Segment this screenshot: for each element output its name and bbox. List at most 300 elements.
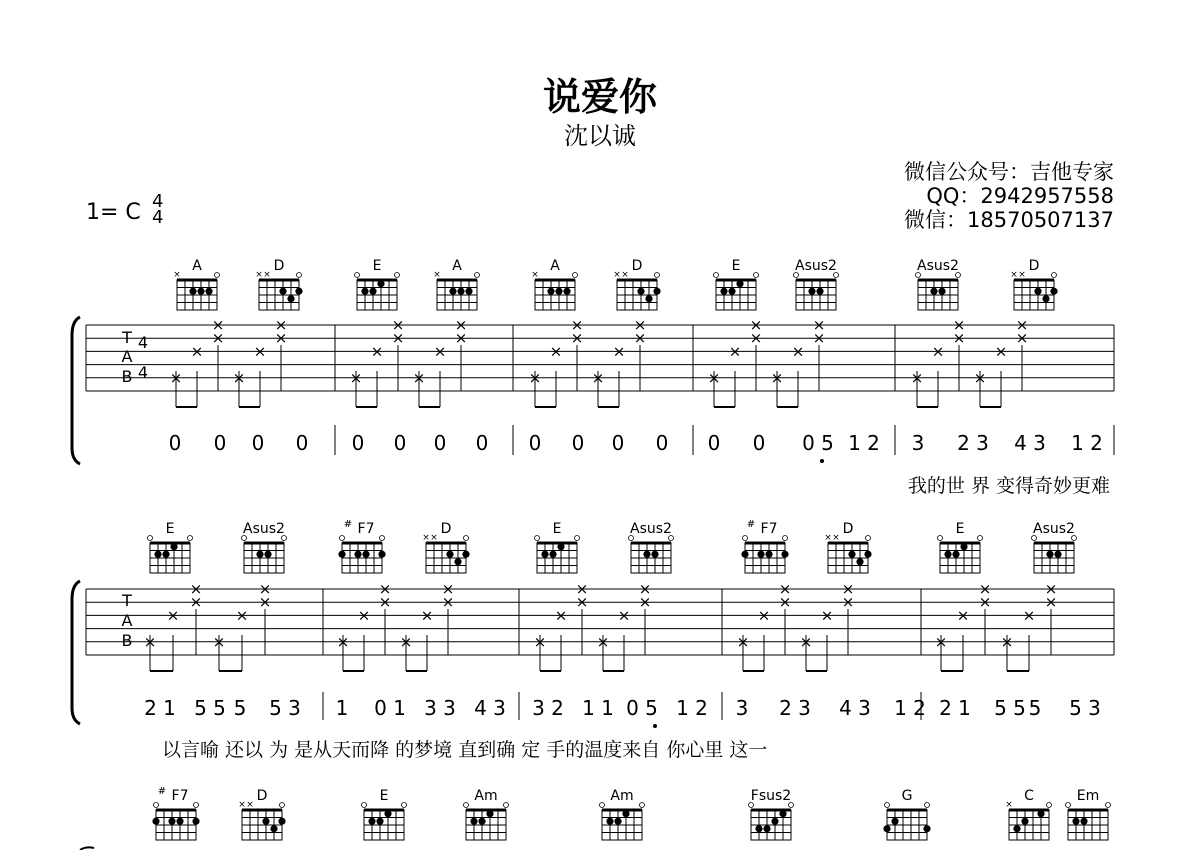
finger-dot [278,818,285,825]
jianpu-note: 4 3 [474,696,506,720]
string-hit: × [235,606,249,625]
jianpu-note: 3 3 [424,696,456,720]
chord-diagram-d [238,788,285,840]
string-hit: × [591,368,605,387]
string-hit: × [934,632,948,651]
string-hit: × [952,316,966,334]
chord-name: E [372,258,382,274]
tab-letter-b: B [121,367,133,386]
chord-diagram-c [1005,788,1051,840]
finger-dot [189,288,196,295]
time-signature-top: 4 [152,191,164,212]
finger-dot [384,810,391,817]
chord-name: C [1024,788,1034,804]
finger-dot [779,810,786,817]
jianpu-note: 0 [251,431,265,455]
string-hit: × [791,342,805,361]
chord-diagram-asus2 [242,521,287,573]
chord-diagram-sharp-f7 [152,786,199,840]
finger-dot [486,810,493,817]
chord-name: Fsus2 [750,788,792,804]
finger-dot [264,551,271,558]
open-string-mark [194,803,199,808]
jianpu-note: 0 [528,431,542,455]
chord-name: A [452,258,462,274]
jianpu-note: 3 [911,431,925,455]
open-string-mark [395,273,400,278]
chord-name: E [379,788,389,804]
chord-name: F7 [760,521,778,537]
string-hit: × [211,329,225,348]
jianpu-note: 0 [393,431,407,455]
finger-dot [547,288,554,295]
chord-name: E [955,521,965,537]
info-wechat-account: 微信公众号：吉他专家 [904,160,1114,184]
string-hit: × [420,606,434,625]
string-hit: × [378,593,392,612]
finger-dot [864,551,871,558]
string-hit: × [166,606,180,625]
chord-name: D [440,521,452,537]
finger-dot [622,810,629,817]
jianpu-note: 3 [735,696,749,720]
finger-dot [938,288,945,295]
finger-dot [645,295,652,302]
finger-dot [952,551,959,558]
jianpu-note: 0 [611,431,625,455]
string-hit: × [575,593,589,612]
string-hit: × [528,368,542,387]
finger-dot [470,818,477,825]
open-string-mark [783,536,788,541]
chord-name: D [631,258,643,274]
low-octave-dot [820,459,824,463]
jianpu-note: 0 [295,431,309,455]
finger-dot [720,288,727,295]
lyrics-row-1: 我的世 界 变得奇妙更难 [907,475,1110,497]
song-title: 说爱你 [542,75,657,119]
chord-diagram-d [824,521,871,573]
finger-dot [781,551,788,558]
finger-dot [1046,551,1053,558]
string-hit: × [633,329,647,348]
muted-string-mark: × [824,533,832,543]
string-hit: × [812,316,826,334]
lyrics-row-2: 以言喻 还以 为 是从天而降 的梦境 直到确 定 手的温度来自 你心里 这一 [162,739,768,761]
finger-dot [287,295,294,302]
jianpu-note: 1 2 [1071,431,1103,455]
string-hit: × [1044,593,1058,612]
string-hit: × [189,593,203,612]
chord-name: A [550,258,560,274]
chord-diagram-e [362,788,407,840]
string-hit: × [258,593,272,612]
chord-diagram-a [173,258,219,310]
time-signature-bottom: 4 [152,207,164,228]
string-hit: × [633,316,647,334]
jianpu-note: 0 1 [374,696,406,720]
chord-diagram-d [255,258,302,310]
finger-dot [848,551,855,558]
finger-dot [270,825,277,832]
string-hit: × [820,606,834,625]
muted-string-mark: × [621,270,629,280]
jianpu-note: 4 3 [1014,431,1046,455]
chord-diagram-asus2 [916,258,961,310]
open-string-mark [297,273,302,278]
open-string-mark [475,273,480,278]
finger-dot [555,288,562,295]
string-hit: × [190,342,204,361]
string-hit: × [349,368,363,387]
tab-letter-t: T [122,591,132,610]
finger-dot [1080,818,1087,825]
open-string-mark [573,273,578,278]
jianpu-note: 0 [752,431,766,455]
string-hit: × [617,606,631,625]
jianpu-note: 0 [707,431,721,455]
finger-dot [454,558,461,565]
muted-string-mark: × [255,270,263,280]
finger-dot [205,288,212,295]
string-hit: × [253,342,267,361]
string-hit: × [554,606,568,625]
finger-dot [162,551,169,558]
muted-string-mark: × [1005,800,1013,810]
jianpu-note: 0 5 [626,696,658,720]
jianpu-note: 5 5 [994,696,1026,720]
info-qq: QQ：2942957558 [926,184,1114,208]
jianpu-note: 1 [335,696,349,720]
muted-string-mark: × [173,270,181,280]
chord-name: Em [1076,788,1100,804]
tab-time-top: 4 [137,333,149,352]
string-hit: × [910,368,924,387]
measure-strum [337,580,455,671]
finger-dot [643,551,650,558]
chord-diagram-sharp-f7 [741,519,788,573]
open-string-mark [402,803,407,808]
finger-dot [256,551,263,558]
finger-dot [449,288,456,295]
finger-dot [856,558,863,565]
string-hit: × [728,342,742,361]
string-hit: × [412,368,426,387]
string-hit: × [169,368,183,387]
string-hit: × [778,580,792,598]
finger-dot [1050,288,1057,295]
jianpu-note: 0 [433,431,447,455]
string-hit: × [973,368,987,387]
finger-dot [168,818,175,825]
sharp-sign: # [157,786,167,797]
string-hit: × [978,593,992,612]
string-hit: × [433,342,447,361]
string-hit: × [441,580,455,598]
chord-name: Asus2 [243,521,285,537]
string-hit: × [391,329,405,348]
finger-dot [923,825,930,832]
string-hit: × [189,580,203,598]
muted-string-mark: × [238,800,246,810]
open-string-mark [154,803,159,808]
finger-dot [1054,551,1061,558]
string-hit: × [549,342,563,361]
chord-name: D [273,258,285,274]
finger-dot [295,288,302,295]
finger-dot [176,818,183,825]
finger-dot [653,288,660,295]
open-string-mark [280,803,285,808]
measure-strum [708,316,826,407]
measure-strum [911,316,1029,407]
chord-diagram-g [883,788,930,840]
string-hit: × [778,593,792,612]
finger-dot [741,551,748,558]
finger-dot [197,288,204,295]
string-hit: × [357,606,371,625]
open-string-mark [640,803,645,808]
string-hit: × [952,329,966,348]
string-hit: × [799,632,813,651]
low-octave-dot [653,724,657,728]
finger-dot [541,551,548,558]
jianpu-note: 2 1 [939,696,971,720]
string-hit: × [378,580,392,598]
open-string-mark [188,536,193,541]
jianpu-note: 5 3 [1069,696,1101,720]
measure-strum [350,316,468,407]
jianpu-note: 0 [213,431,227,455]
measure-strum [170,316,288,407]
jianpu-note: 4 3 [839,696,871,720]
jianpu-note: 0 [655,431,669,455]
chord-diagram-e [714,258,759,310]
string-hit: × [931,342,945,361]
jianpu-note: 1 2 [848,431,880,455]
finger-dot [362,551,369,558]
jianpu-note: 5 [233,696,247,720]
chord-diagram-am [464,788,509,840]
chord-diagram-sharp-f7 [338,519,385,573]
open-string-mark [1047,803,1052,808]
jianpu-note: 5 5 [194,696,226,720]
chord-diagram-asus2 [1032,521,1077,573]
chord-name: D [256,788,268,804]
finger-dot [808,288,815,295]
muted-string-mark: × [430,533,438,543]
info-wechat: 微信：18570507137 [904,208,1114,232]
key-signature: 1= C [86,200,141,225]
finger-dot [944,551,951,558]
chord-diagram-a [531,258,577,310]
finger-dot [361,288,368,295]
open-string-mark [754,273,759,278]
jianpu-note: 3 2 [532,696,564,720]
finger-dot [1021,818,1028,825]
string-hit: × [1000,632,1014,651]
string-hit: × [399,632,413,651]
finger-dot [1037,810,1044,817]
chord-name: Am [474,788,498,804]
finger-dot [563,288,570,295]
system-brace [72,581,80,724]
chord-diagram-em [1066,788,1111,840]
finger-dot [960,543,967,550]
muted-string-mark: × [832,533,840,543]
string-hit: × [707,368,721,387]
chord-name: D [842,521,854,537]
tab-time-bottom: 4 [137,363,149,382]
string-hit: × [454,316,468,334]
jianpu-note: 2 3 [779,696,811,720]
finger-dot [154,551,161,558]
open-string-mark [575,536,580,541]
string-hit: × [211,316,225,334]
string-hit: × [391,316,405,334]
chord-name: Am [610,788,634,804]
string-hit: × [812,329,826,348]
jianpu-note: 1 2 [894,696,926,720]
finger-dot [1034,288,1041,295]
string-hit: × [956,606,970,625]
finger-dot [930,288,937,295]
chord-name: Asus2 [795,258,837,274]
chord-name: E [731,258,741,274]
muted-string-mark: × [433,270,441,280]
finger-dot [457,288,464,295]
finger-dot [170,543,177,550]
measure-strum [144,580,272,671]
finger-dot [1072,818,1079,825]
open-string-mark [380,536,385,541]
open-string-mark [885,803,890,808]
string-hit: × [143,632,157,651]
open-string-mark [464,803,469,808]
finger-dot [816,288,823,295]
string-hit: × [978,580,992,598]
string-hit: × [212,632,226,651]
open-string-mark [1066,803,1071,808]
string-hit: × [370,342,384,361]
measure-strum [935,580,1058,671]
finger-dot [755,825,762,832]
finger-dot [262,818,269,825]
finger-dot [763,825,770,832]
finger-dot [378,551,385,558]
muted-string-mark: × [613,270,621,280]
muted-string-mark: × [263,270,271,280]
string-hit: × [1015,316,1029,334]
open-string-mark [600,803,605,808]
string-hit: × [749,316,763,334]
string-hit: × [596,632,610,651]
muted-string-mark: × [1018,270,1026,280]
chord-diagram-d [422,521,469,573]
open-string-mark [504,803,509,808]
chord-name: Asus2 [917,258,959,274]
finger-dot [376,818,383,825]
string-hit: × [533,632,547,651]
jianpu-note: 0 5 [802,431,834,455]
finger-dot [651,551,658,558]
finger-dot [377,280,384,287]
chord-name: E [552,521,562,537]
finger-dot [771,818,778,825]
open-string-mark [148,536,153,541]
jianpu-note: 0 [571,431,585,455]
string-hit: × [575,580,589,598]
string-hit: × [638,580,652,598]
finger-dot [736,280,743,287]
chord-name: Asus2 [630,521,672,537]
chord-diagram-e [355,258,400,310]
string-hit: × [1022,606,1036,625]
finger-dot [891,818,898,825]
chord-diagram-asus2 [794,258,839,310]
string-hit: × [612,342,626,361]
finger-dot [1013,825,1020,832]
jianpu-note: 5 3 [269,696,301,720]
finger-dot [728,288,735,295]
chord-name: E [165,521,175,537]
finger-dot [368,818,375,825]
jianpu-note: 2 1 [144,696,176,720]
jianpu-note: 5 [1028,696,1042,720]
muted-string-mark: × [246,800,254,810]
jianpu-note: 0 [475,431,489,455]
open-string-mark [1052,273,1057,278]
jianpu-note: 1 2 [676,696,708,720]
chord-diagram-a [433,258,479,310]
finger-dot [462,551,469,558]
string-hit: × [570,316,584,334]
jianpu-note: 0 [351,431,365,455]
finger-dot [354,551,361,558]
finger-dot [338,551,345,558]
tab-letter-a: A [121,347,133,366]
finger-dot [369,288,376,295]
open-string-mark [464,536,469,541]
muted-string-mark: × [1010,270,1018,280]
string-hit: × [770,368,784,387]
string-hit: × [336,632,350,651]
open-string-mark [655,273,660,278]
string-hit: × [274,329,288,348]
measure-strum [737,580,855,671]
finger-dot [557,543,564,550]
open-string-mark [866,536,871,541]
finger-dot [606,818,613,825]
string-hit: × [841,593,855,612]
sharp-sign: # [343,519,353,530]
tab-letter-t: T [122,328,132,347]
open-string-mark [215,273,220,278]
finger-dot [757,551,764,558]
chord-name: D [1028,258,1040,274]
muted-string-mark: × [422,533,430,543]
jianpu-note: 1 1 [582,696,614,720]
open-string-mark [925,803,930,808]
muted-string-mark: × [531,270,539,280]
string-hit: × [441,593,455,612]
open-string-mark [978,536,983,541]
string-hit: × [454,329,468,348]
finger-dot [152,818,159,825]
chord-name: Asus2 [1033,521,1075,537]
string-hit: × [258,580,272,598]
finger-dot [614,818,621,825]
